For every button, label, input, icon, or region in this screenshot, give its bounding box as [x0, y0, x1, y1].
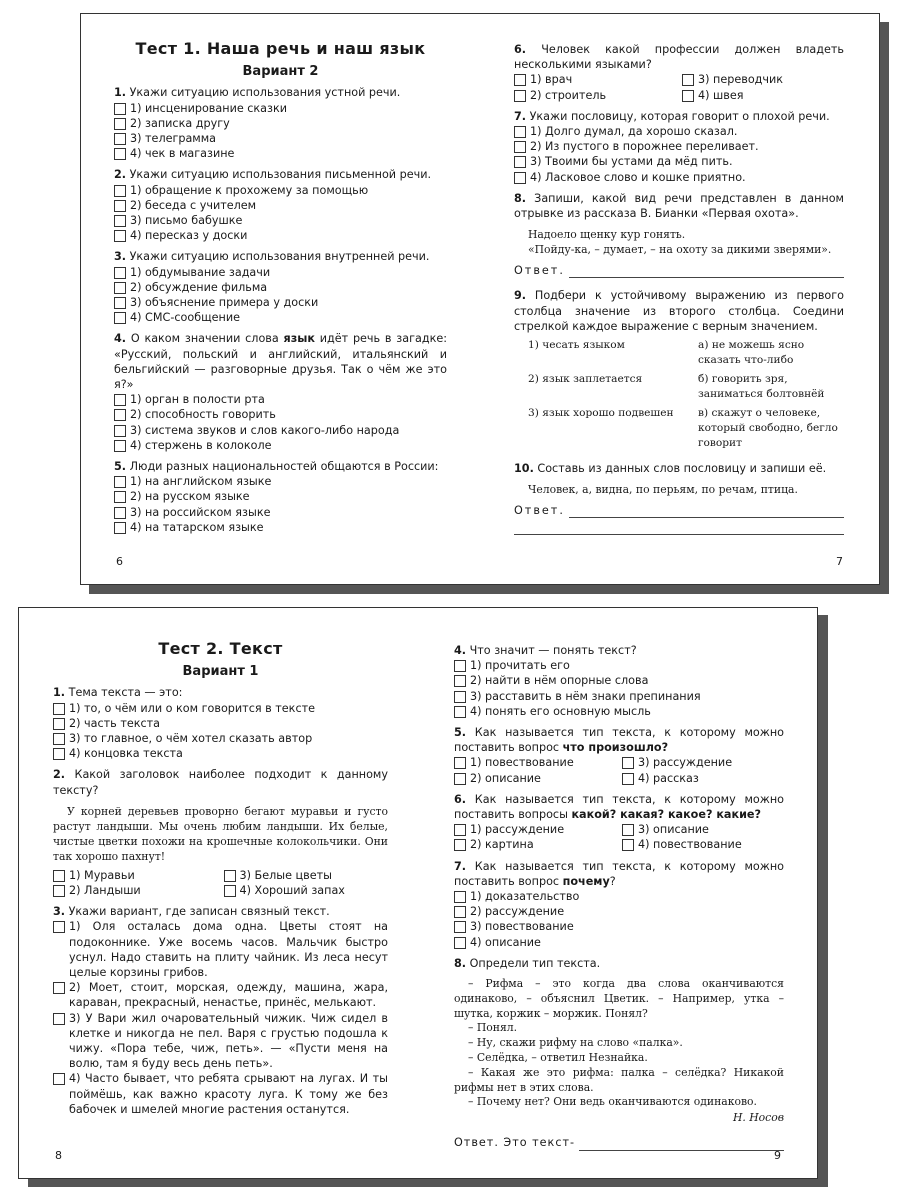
answer-option[interactable]: 2) строитель	[514, 88, 676, 103]
question-text: Укажи ситуацию использования внутренней речи.	[129, 250, 430, 264]
question-text: Укажи пословицу, которая говорит о плохой речи.	[529, 109, 830, 123]
checkbox[interactable]	[454, 906, 466, 918]
meaning-item[interactable]: а) не можешь ясно сказать что-либо	[698, 339, 805, 367]
answer-line[interactable]	[514, 503, 844, 518]
checkbox[interactable]	[114, 148, 126, 160]
answer-line[interactable]	[454, 1135, 784, 1150]
answer-option[interactable]: 1) обдумывание задачи	[114, 265, 447, 280]
checkbox[interactable]	[114, 476, 126, 488]
question-text: Укажи ситуацию использования устной речи.	[129, 86, 401, 100]
answer-option[interactable]: 4) повествование	[622, 837, 784, 852]
question-text: О каком значении слова	[130, 332, 284, 346]
page-number: 7	[836, 555, 843, 568]
page-6	[114, 14, 447, 535]
question-number: 7.	[514, 109, 527, 123]
page-8	[53, 608, 388, 1117]
checkbox[interactable]	[622, 757, 634, 769]
question-text: Укажи ситуацию использования письменной речи.	[129, 168, 432, 182]
checkbox[interactable]	[53, 870, 65, 882]
question-text: Как называется тип текста, к которому можно поставить вопрос	[454, 859, 784, 888]
page-7	[514, 14, 844, 535]
question-7: 7. Как называется тип текста, к которому можно поставить вопрос почему? 1) доказательство 2) рассуждение 3) повествование 4) описание	[454, 859, 784, 949]
question-5	[114, 459, 447, 535]
answer-option[interactable]: 3) телеграмма	[114, 131, 447, 146]
question-number: 9.	[514, 289, 527, 303]
checkbox[interactable]	[454, 824, 466, 836]
question-text: Какой заголовок наиболее подходит к данному тексту?	[53, 768, 388, 797]
answer-option[interactable]: 2) часть текста	[53, 716, 388, 731]
question-8	[514, 191, 844, 279]
question-number: 5.	[454, 726, 467, 740]
question-number: 8.	[454, 956, 467, 970]
answer-option[interactable]: 1) инсценирование сказки	[114, 101, 447, 116]
question-keyword: язык	[283, 332, 315, 346]
dialog-line: – Селёдка, – ответил Незнайка.	[468, 1051, 648, 1065]
answer-option[interactable]: 3) расставить в нём знаки препинания	[454, 689, 784, 704]
checkbox[interactable]	[224, 885, 236, 897]
question-number: 3.	[114, 250, 127, 264]
checkbox[interactable]	[114, 297, 126, 309]
checkbox[interactable]	[114, 425, 126, 437]
dialog-line: – Какая же это рифма: палка – селёдка? Никакой рифмы нет в этих слова.	[454, 1065, 784, 1094]
question-text: Составь из данных слов пословицу и запиши её.	[537, 462, 827, 476]
text-excerpt: У корней деревьев проворно бегают муравьи и густо растут ландыши. Мы очень любим ландыши. Их белые, чистые цветки похожи на крошечные колокольчики. Они так хорошо пахнут!	[53, 804, 388, 863]
question-text: Тема текста — это:	[68, 686, 183, 700]
answer-option[interactable]: 3) рассуждение	[622, 755, 784, 770]
checkbox[interactable]	[454, 706, 466, 718]
test-title: Тест 2. Текст	[158, 639, 283, 658]
worksheet-spread-2	[18, 607, 818, 1179]
checkbox[interactable]	[514, 172, 526, 184]
answer-option[interactable]: 4) пересказ у доски	[114, 228, 447, 243]
answer-option[interactable]: 2) записка другу	[114, 116, 447, 131]
checkbox[interactable]	[114, 200, 126, 212]
answer-option[interactable]: 2) найти в нём опорные слова	[454, 673, 784, 688]
answer-option[interactable]: 4) СМС-сообщение	[114, 310, 447, 325]
question-6	[514, 42, 844, 103]
question-number: 3.	[53, 905, 66, 919]
question-2	[53, 767, 388, 898]
checkbox[interactable]	[114, 215, 126, 227]
answer-label: Ответ. Это текст-	[454, 1136, 576, 1150]
checkbox[interactable]	[454, 891, 466, 903]
checkbox[interactable]	[454, 691, 466, 703]
answer-option[interactable]: 4) Хороший запах	[224, 883, 389, 898]
answer-option[interactable]: 3) Твоими бы устами да мёд пить.	[514, 154, 844, 169]
question-number: 8.	[514, 191, 527, 205]
question-text: Укажи вариант, где записан связный текст.	[68, 905, 330, 919]
expression-item[interactable]: 1) чесать языком	[528, 339, 625, 352]
answer-option[interactable]: 3) система звуков и слов какого-либо народа	[114, 423, 447, 438]
checkbox[interactable]	[53, 885, 65, 897]
checkbox[interactable]	[454, 675, 466, 687]
question-number: 4.	[114, 332, 127, 346]
answer-option[interactable]: 3) описание	[622, 822, 784, 837]
question-text: Как называется тип текста, к которому можно поставить вопросы	[454, 792, 784, 822]
question-7	[514, 109, 844, 185]
checkbox[interactable]	[682, 74, 694, 86]
page-9	[454, 608, 784, 1151]
question-number: 4.	[454, 644, 467, 657]
checkbox[interactable]	[53, 703, 65, 715]
question-5	[454, 725, 784, 786]
answer-option[interactable]: 1) то, о чём или о ком говорится в тексте	[53, 701, 388, 716]
answer-option[interactable]: 1) на английском языке	[114, 474, 447, 489]
answer-option[interactable]: 1) орган в полости рта	[114, 392, 447, 407]
worksheet-spread-1	[80, 13, 880, 585]
answer-option[interactable]: 2) способность говорить	[114, 407, 447, 422]
question-number: 1.	[114, 86, 127, 100]
question-8	[454, 956, 784, 1151]
matching-table	[514, 338, 844, 455]
checkbox[interactable]	[514, 90, 526, 102]
answer-option[interactable]: 3) Белые цветы	[224, 868, 389, 883]
dialog-line: – Понял.	[468, 1021, 518, 1035]
answer-option[interactable]: 2) картина	[454, 837, 616, 852]
dialog-line: – Почему нет? Они ведь оканчиваются одинаково.	[468, 1095, 757, 1109]
checkbox[interactable]	[114, 133, 126, 145]
question-text: Определи тип текста.	[469, 956, 601, 970]
expression-item[interactable]: 2) язык заплетается	[528, 373, 643, 386]
checkbox[interactable]	[514, 74, 526, 86]
question-text: Люди разных национальностей общаются в России:	[129, 460, 439, 474]
answer-option[interactable]: 4) стержень в колоколе	[114, 438, 447, 453]
question-number: 2.	[114, 168, 127, 182]
checkbox[interactable]	[53, 921, 65, 933]
answer-option[interactable]: 2) на русском языке	[114, 489, 447, 504]
answer-option[interactable]: 2) Моет, стоит, морская, одежду, машина, жара, караван, прекрасный, ненастье, принёс, мелькают.	[53, 980, 388, 1010]
answer-option[interactable]: 3) У Вари жил очаровательный чижик. Чиж сидел в клетке и никогда не пел. Варя с грустью подошла к чижу. «Пора тебе, чиж, петь». — «Пусти меня на волю, там я буду весь день петь».	[53, 1011, 388, 1072]
answer-option[interactable]: 2) описание	[454, 771, 616, 786]
checkbox[interactable]	[114, 409, 126, 421]
write-line[interactable]	[569, 266, 844, 278]
checkbox[interactable]	[514, 156, 526, 168]
meaning-item[interactable]: в) скажут о человеке, который свободно, бегло говорит	[698, 407, 838, 450]
question-number: 2.	[53, 768, 66, 782]
question-text: Как называется тип текста, к которому можно поставить вопрос	[454, 726, 784, 755]
write-line[interactable]	[514, 518, 844, 535]
question-9	[514, 288, 844, 455]
question-keyword: почему	[562, 874, 610, 888]
question-number: 10.	[514, 462, 534, 476]
checkbox[interactable]	[454, 921, 466, 933]
answer-option[interactable]: 2) Из пустого в порожнее переливает.	[514, 139, 844, 154]
answer-option[interactable]: 2) беседа с учителем	[114, 198, 447, 213]
question-keyword: какой? какая? какое? какие?	[571, 808, 761, 822]
question-number: 5.	[114, 460, 127, 474]
author-name: Н. Носов	[732, 1111, 784, 1125]
write-line[interactable]	[579, 1139, 784, 1151]
checkbox[interactable]	[622, 773, 634, 785]
answer-label: Ответ.	[514, 264, 565, 278]
question-4	[114, 331, 447, 453]
answer-option[interactable]: 1) доказательство	[454, 889, 784, 904]
answer-option[interactable]: 3) повествование	[454, 919, 784, 934]
answer-option[interactable]: 4) понять его основную мысль	[454, 704, 784, 719]
question-3	[114, 249, 447, 325]
question-2	[114, 167, 447, 243]
question-text: Что значит — понять текст?	[469, 644, 637, 657]
question-text: Подбери к устойчивому выражению из первого столбца значение из второго столбца. Соедини стрелкой каждое выражение с верным значением.	[514, 289, 844, 333]
test-title: Тест 1. Наша речь и наш язык	[135, 39, 426, 58]
question-text: Человек какой профессии должен владеть несколькими языками?	[514, 43, 844, 72]
variant-label: Вариант 2	[242, 64, 319, 80]
answer-option[interactable]: 4) концовка текста	[53, 746, 388, 761]
page-number: 8	[55, 1149, 62, 1162]
question-1	[53, 685, 388, 761]
answer-option[interactable]: 3) то главное, о чём хотел сказать автор	[53, 731, 388, 746]
answer-option[interactable]: 4) Часто бывает, что ребята срывают на лугах. И ты поймёшь, как важно красоту луга. К тому же без бабочек и шмелей многие растения останутся.	[53, 1071, 388, 1117]
checkbox[interactable]	[454, 773, 466, 785]
checkbox[interactable]	[224, 870, 236, 882]
checkbox[interactable]	[53, 733, 65, 745]
answer-option[interactable]: 3) на российском языке	[114, 505, 447, 520]
write-line[interactable]	[569, 506, 844, 518]
checkbox[interactable]	[454, 660, 466, 672]
answer-option[interactable]: 1) повествование	[454, 755, 616, 770]
story-excerpt: «Пойду-ка, – думает, – на охоту за дикими зверями».	[528, 243, 832, 257]
answer-option[interactable]: 2) Ландыши	[53, 883, 218, 898]
checkbox[interactable]	[114, 312, 126, 324]
answer-option[interactable]: 1) врач	[514, 72, 676, 87]
answer-option[interactable]: 2) рассуждение	[454, 904, 784, 919]
checkbox[interactable]	[622, 839, 634, 851]
question-3	[53, 904, 388, 1117]
answer-option[interactable]: 3) объяснение примера у доски	[114, 295, 447, 310]
checkbox[interactable]	[53, 748, 65, 760]
checkbox[interactable]	[514, 141, 526, 153]
question-keyword: что произошло?	[562, 741, 669, 755]
checkbox[interactable]	[114, 118, 126, 130]
question-6	[454, 792, 784, 853]
question-1	[114, 85, 447, 161]
checkbox[interactable]	[114, 507, 126, 519]
answer-option[interactable]: 4) швея	[682, 88, 844, 103]
checkbox[interactable]	[114, 267, 126, 279]
answer-option[interactable]: 3) письмо бабушке	[114, 213, 447, 228]
answer-option[interactable]: 1) рассуждение	[454, 822, 616, 837]
checkbox[interactable]	[114, 103, 126, 115]
answer-option[interactable]: 1) прочитать его	[454, 658, 784, 673]
checkbox[interactable]	[114, 282, 126, 294]
question-10	[514, 461, 844, 535]
answer-option[interactable]: 4) на татарском языке	[114, 520, 447, 535]
answer-option[interactable]: 4) рассказ	[622, 771, 784, 786]
question-number: 7.	[454, 859, 467, 873]
question-number: 1.	[53, 686, 66, 700]
dialog-line: – Рифма – это когда два слова оканчиваются одинаково, – объяснил Цветик. – Например, утка – шутка, коржик – моржик. Понял?	[454, 977, 784, 1020]
checkbox[interactable]	[622, 824, 634, 836]
question-text-cont: идёт речь в загадке: «Русский, польский и английский, итальянский и бельгийский — разговорные друзья. Так о чём же это я?»	[114, 332, 447, 392]
answer-option[interactable]: 3) переводчик	[682, 72, 844, 87]
checkbox[interactable]	[53, 1013, 65, 1025]
page-number: 9	[774, 1149, 781, 1162]
answer-option[interactable]: 1) Оля осталась дома одна. Цветы стоят на подоконнике. Уже восемь часов. Мальчик быстро уснул. Надо ставить на плиту чайник. Из леса несут целые корзины грибов.	[53, 919, 388, 980]
checkbox[interactable]	[114, 394, 126, 406]
answer-option[interactable]: 4) чек в магазине	[114, 146, 447, 161]
checkbox[interactable]	[114, 230, 126, 242]
dialog-excerpt	[454, 977, 784, 1110]
answer-option[interactable]: 1) обращение к прохожему за помощью	[114, 183, 447, 198]
checkbox[interactable]	[454, 757, 466, 769]
checkbox[interactable]	[53, 982, 65, 994]
checkbox[interactable]	[114, 522, 126, 534]
answer-label: Ответ.	[514, 504, 565, 518]
question-4	[454, 643, 784, 719]
checkbox[interactable]	[53, 718, 65, 730]
answer-option[interactable]: 1) Долго думал, да хорошо сказал.	[514, 124, 844, 139]
story-excerpt: Надоело щенку кур гонять.	[528, 228, 686, 242]
answer-option[interactable]: 4) Ласковое слово и кошке приятно.	[514, 170, 844, 185]
dialog-line: – Ну, скажи рифму на слово «палка».	[468, 1036, 683, 1050]
question-number: 6.	[514, 43, 527, 56]
answer-option[interactable]: 4) описание	[454, 935, 784, 950]
checkbox[interactable]	[454, 839, 466, 851]
answer-option[interactable]: 1) Муравьи	[53, 868, 218, 883]
checkbox[interactable]	[114, 185, 126, 197]
checkbox[interactable]	[514, 126, 526, 138]
answer-option[interactable]: 2) обсуждение фильма	[114, 280, 447, 295]
checkbox[interactable]	[682, 90, 694, 102]
checkbox[interactable]	[454, 937, 466, 949]
page-number: 6	[116, 555, 123, 568]
variant-label: Вариант 1	[182, 664, 259, 680]
answer-line[interactable]	[514, 263, 844, 278]
question-text: Запиши, какой вид речи представлен в данном отрывке из рассказа В. Бианки «Первая охота».	[514, 191, 844, 221]
expression-item[interactable]: 3) язык хорошо подвешен	[528, 407, 674, 420]
checkbox[interactable]	[53, 1073, 65, 1085]
meaning-item[interactable]: б) говорить зря, заниматься болтовнёй	[698, 373, 825, 401]
question-number: 6.	[454, 792, 467, 806]
word-list: Человек, а, видна, по перьям, по речам, птица.	[528, 483, 798, 497]
checkbox[interactable]	[114, 440, 126, 452]
checkbox[interactable]	[114, 491, 126, 503]
